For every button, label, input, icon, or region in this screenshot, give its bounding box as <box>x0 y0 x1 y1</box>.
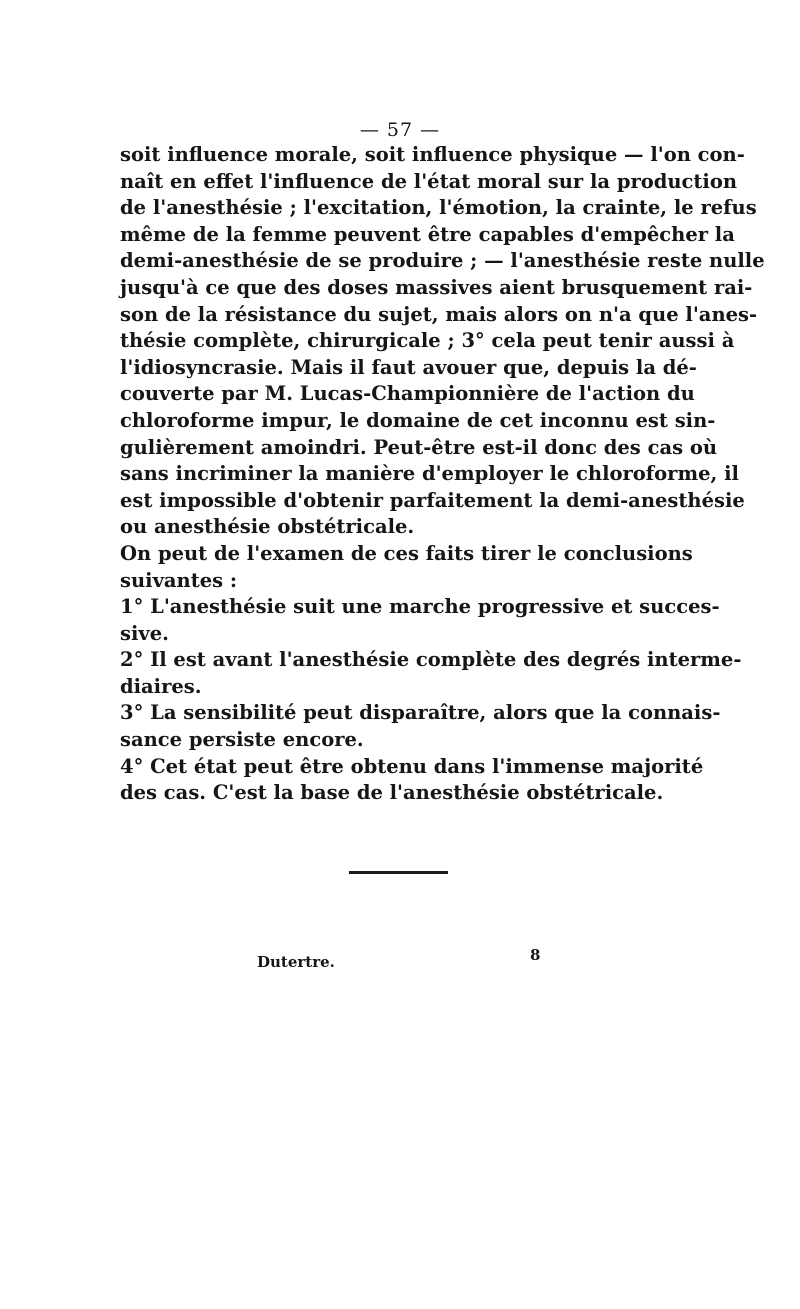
text-line: 4° Cet état peut être obtenu dans l'immense majorité <box>120 754 704 778</box>
text-line: gulièrement amoindri. Peut-être est-il donc des cas où <box>120 435 718 459</box>
text-line: des cas. C'est la base de l'anesthésie obstétricale. <box>120 781 664 805</box>
text-line: diaires. <box>120 674 202 698</box>
text-line: jusqu'à ce que des doses massives aient brusquement rai- <box>120 275 753 299</box>
text-line: suivantes : <box>120 568 238 592</box>
text-line: demi-anesthésie de se produire ; — l'anesthésie reste nulle <box>120 249 765 273</box>
text-line: ou anesthésie obstétricale. <box>120 515 415 539</box>
text-line: On peut de l'examen de ces faits tirer le conclusions <box>120 541 693 565</box>
text-line: soit influence morale, soit influence physique — l'on con- <box>120 143 745 166</box>
sheet-number: 8 <box>530 946 541 964</box>
body-text <box>120 142 765 807</box>
text-line: l'idiosyncrasie. Mais il faut avouer que, depuis la dé- <box>120 355 697 379</box>
text-line: thésie complète, chirurgicale ; 3° cela peut tenir aussi à <box>120 329 735 353</box>
text-line: même de la femme peuvent être capables d'empêcher la <box>120 222 735 246</box>
text-line: est impossible d'obtenir parfaitement la demi-anesthésie <box>120 488 745 512</box>
text-line: sance persiste encore. <box>120 728 364 752</box>
page-number: — 57 — <box>359 119 441 141</box>
text-line: naît en effet l'influence de l'état moral sur la production <box>120 169 738 193</box>
section-divider <box>349 871 448 874</box>
text-line: couverte par M. Lucas-Championnière de l'action du <box>120 382 695 406</box>
text-line: 1° L'anesthésie suit une marche progressive et succes- <box>120 595 720 619</box>
text-line: chloroforme impur, le domaine de cet inconnu est sin- <box>120 408 716 432</box>
text-line: de l'anesthésie ; l'excitation, l'émotion, la crainte, le refus <box>120 196 757 220</box>
text-line: 3° La sensibilité peut disparaître, alors que la connais- <box>120 701 721 725</box>
text-line: sans incriminer la manière d'employer le chloroforme, il <box>120 462 739 486</box>
text-line: 2° Il est avant l'anesthésie complète des degrés interme- <box>120 648 742 672</box>
text-line: son de la résistance du sujet, mais alors on n'a que l'anes- <box>120 302 758 326</box>
text-line: sive. <box>120 621 169 645</box>
printer-signature: Dutertre. <box>257 953 335 971</box>
